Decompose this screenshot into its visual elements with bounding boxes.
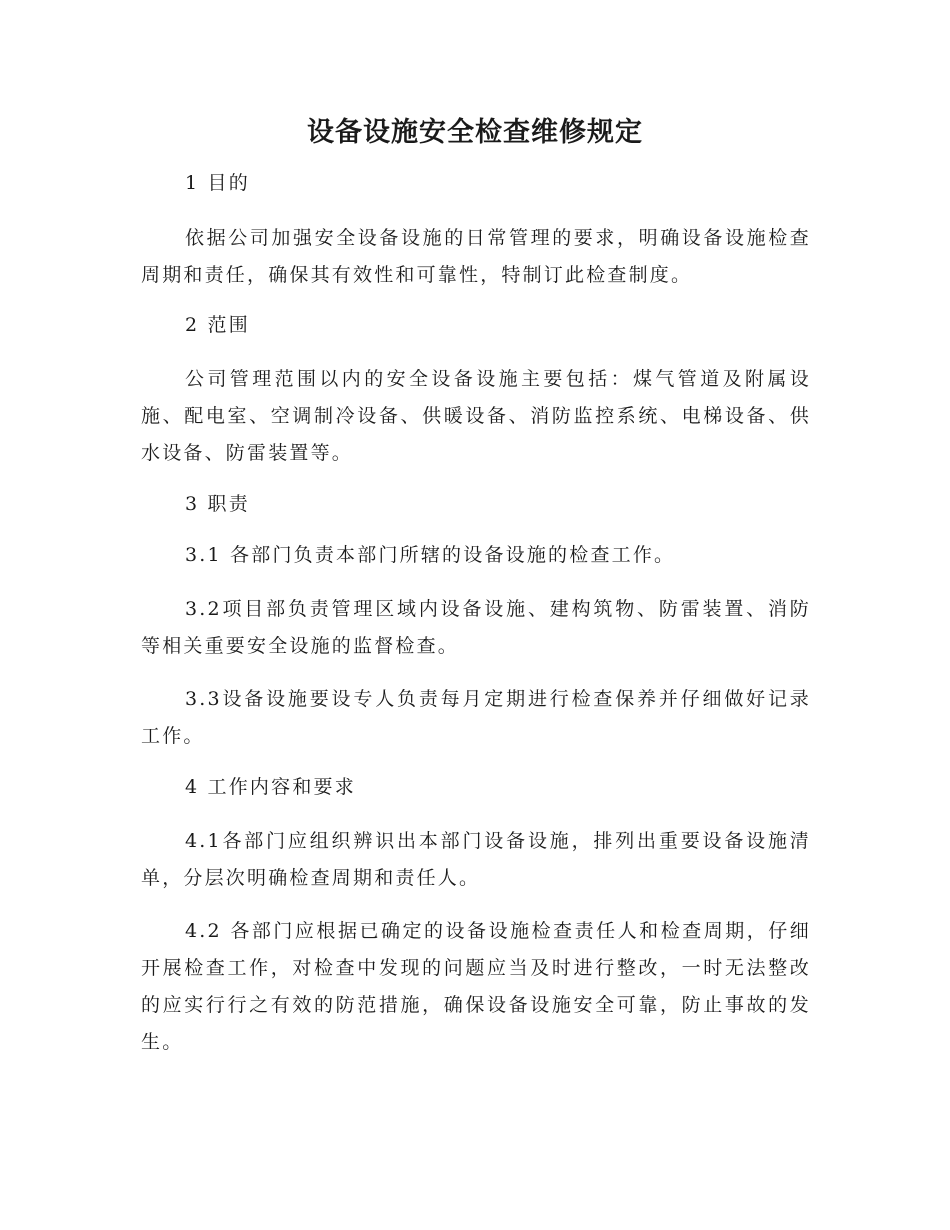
section-3-item-1: 3.1 各部门负责本部门所辖的设备设施的检查工作。 — [185, 544, 676, 566]
section-1-paragraph: 依据公司加强安全设备设施的日常管理的要求，明确设备设施检查周期和责任，确保其有效性和可靠性，特制订此检查制度。 — [141, 227, 811, 286]
document-title: 设备设施安全检查维修规定 — [307, 117, 643, 148]
section-3-heading: 3 职责 — [185, 493, 250, 515]
section-4-item-2: 4.2 各部门应根据已确定的设备设施检查责任人和检查周期，仔细开展检查工作，对检查中发现的问题应当及时进行整改，一时无法整改的应实行行之有效的防范措施，确保设备设施安全可靠，防止事故的发生。 — [141, 920, 811, 1053]
section-3-item-3: 3.3设备设施要设专人负责每月定期进行检查保养并仔细做好记录工作。 — [141, 688, 811, 747]
section-2-heading: 2 范围 — [185, 314, 250, 336]
section-2-paragraph: 公司管理范围以内的安全设备设施主要包括：煤气管道及附属设施、配电室、空调制冷设备、供暖设备、消防监控系统、电梯设备、供水设备、防雷装置等。 — [141, 368, 811, 464]
section-4-heading: 4 工作内容和要求 — [185, 776, 356, 798]
section-1-heading: 1 目的 — [185, 172, 250, 194]
section-3-item-2: 3.2项目部负责管理区域内设备设施、建构筑物、防雷装置、消防等相关重要安全设施的监督检查。 — [141, 598, 811, 657]
section-4-item-1: 4.1各部门应组织辨识出本部门设备设施，排列出重要设备设施清单，分层次明确检查周期和责任人。 — [141, 830, 811, 889]
